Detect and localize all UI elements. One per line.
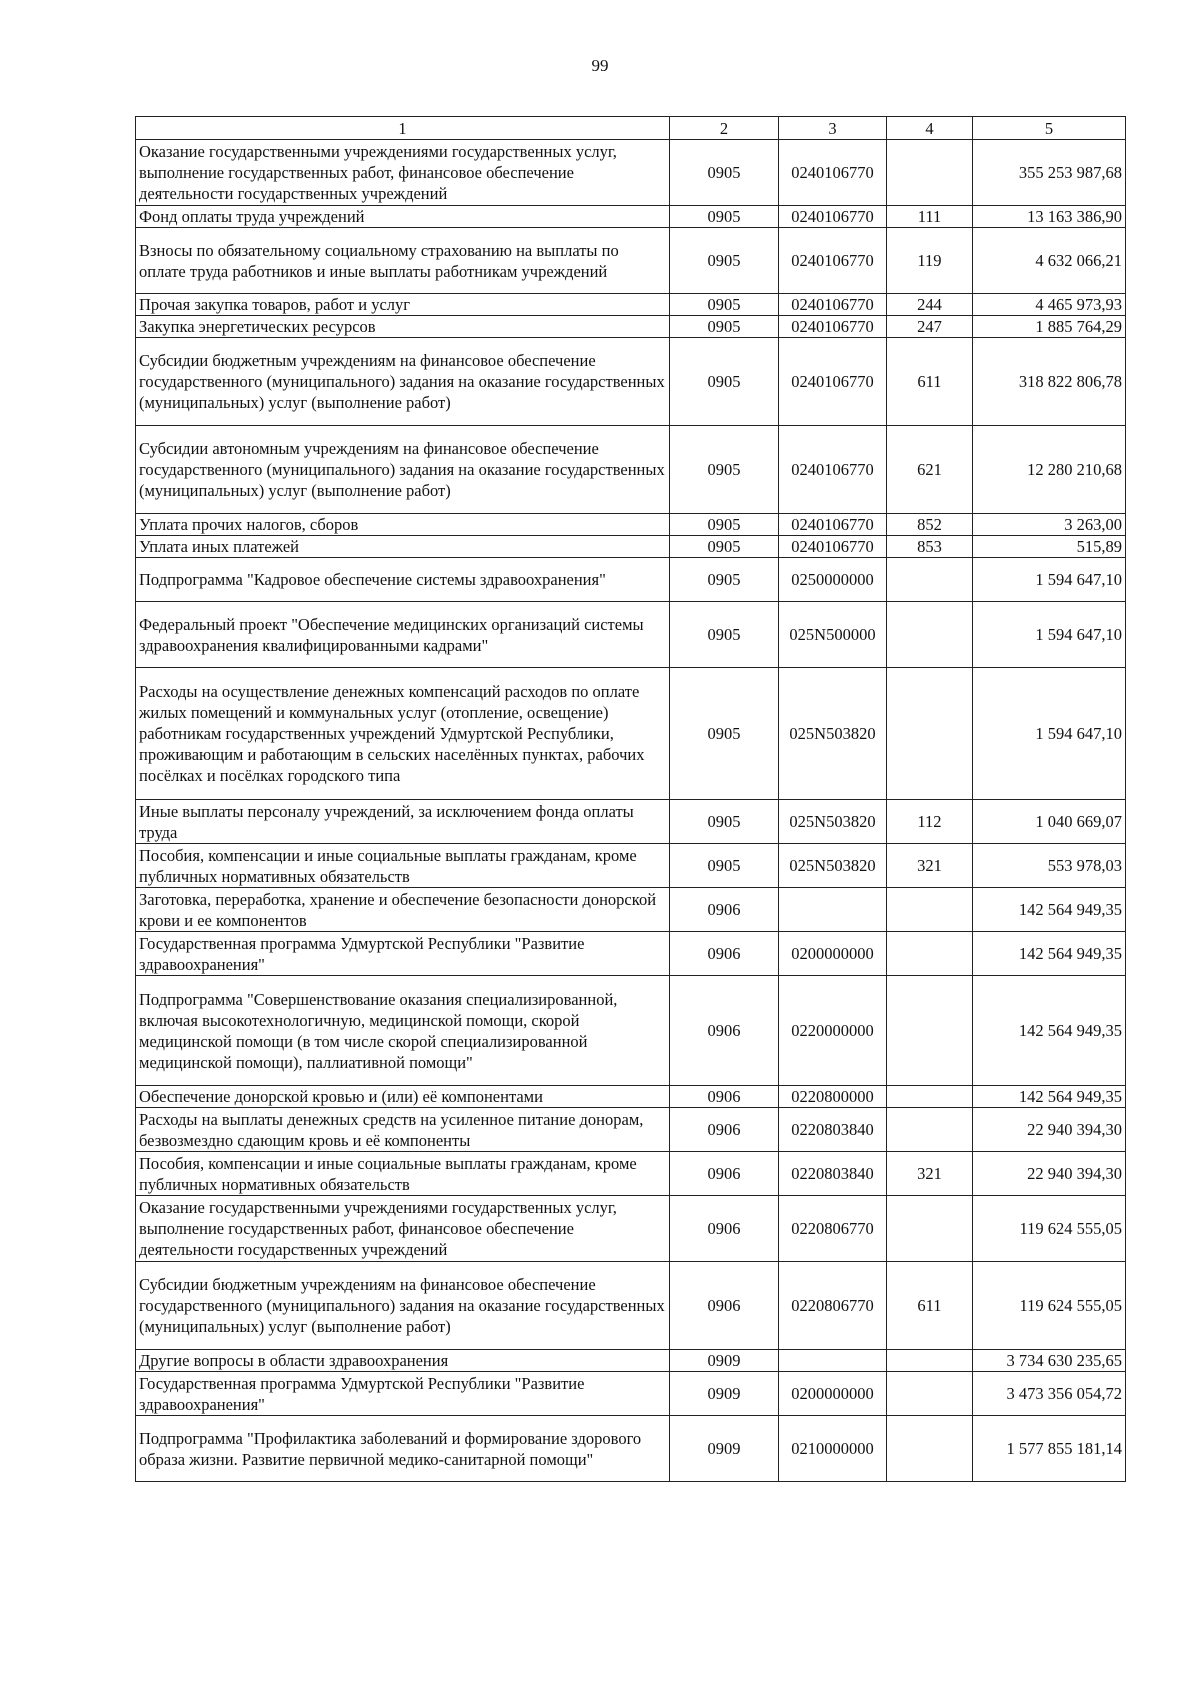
- row-name: Подпрограмма "Совершенствование оказания специализированной, включая высокотехнологичную, медицинской помощи, скорой медицинской помощи (в том числе скорой специализированной медицинской помощи), паллиативной помощи": [136, 976, 670, 1086]
- table-row: [136, 426, 1126, 514]
- table-row: [136, 602, 1126, 668]
- row-expense-code: [887, 1416, 973, 1482]
- table-row: [136, 1152, 1126, 1196]
- row-name: Федеральный проект "Обеспечение медицинских организаций системы здравоохранения квалифицированными кадрами": [136, 602, 670, 668]
- table-row: [136, 1372, 1126, 1416]
- table-row: [136, 1416, 1126, 1482]
- header-col-5: 5: [973, 117, 1126, 140]
- row-name: Фонд оплаты труда учреждений: [136, 206, 670, 228]
- row-target-code: 0200000000: [779, 1372, 887, 1416]
- row-target-code: 0240106770: [779, 316, 887, 338]
- row-expense-code: [887, 976, 973, 1086]
- row-amount: 119 624 555,05: [973, 1262, 1126, 1350]
- row-target-code: 0220800000: [779, 1086, 887, 1108]
- header-col-3: 3: [779, 117, 887, 140]
- row-amount: 1 594 647,10: [973, 668, 1126, 800]
- row-name: Субсидии бюджетным учреждениям на финансовое обеспечение государственного (муниципального) задания на оказание государственных (муниципальных) услуг (выполнение работ): [136, 1262, 670, 1350]
- row-section-code: 0905: [670, 426, 779, 514]
- row-expense-code: [887, 1196, 973, 1262]
- row-amount: 12 280 210,68: [973, 426, 1126, 514]
- row-section-code: 0905: [670, 228, 779, 294]
- table-row: [136, 514, 1126, 536]
- row-section-code: 0906: [670, 976, 779, 1086]
- row-name: Расходы на выплаты денежных средств на усиленное питание донорам, безвозмездно сдающим кровь и её компоненты: [136, 1108, 670, 1152]
- row-section-code: 0906: [670, 1262, 779, 1350]
- row-target-code: 0240106770: [779, 294, 887, 316]
- row-section-code: 0905: [670, 536, 779, 558]
- row-name: Уплата прочих налогов, сборов: [136, 514, 670, 536]
- table-row: [136, 140, 1126, 206]
- table-row: [136, 558, 1126, 602]
- table-row: [136, 228, 1126, 294]
- table-row: [136, 800, 1126, 844]
- row-amount: 355 253 987,68: [973, 140, 1126, 206]
- row-expense-code: [887, 1372, 973, 1416]
- row-section-code: 0906: [670, 932, 779, 976]
- row-expense-code: 244: [887, 294, 973, 316]
- table-row: [136, 932, 1126, 976]
- row-amount: 318 822 806,78: [973, 338, 1126, 426]
- row-expense-code: [887, 140, 973, 206]
- table-row: [136, 316, 1126, 338]
- row-target-code: 0240106770: [779, 206, 887, 228]
- table-row: [136, 668, 1126, 800]
- row-name: Пособия, компенсации и иные социальные выплаты гражданам, кроме публичных нормативных обязательств: [136, 844, 670, 888]
- row-expense-code: [887, 888, 973, 932]
- row-target-code: 0220806770: [779, 1262, 887, 1350]
- row-name: Прочая закупка товаров, работ и услуг: [136, 294, 670, 316]
- row-expense-code: [887, 558, 973, 602]
- row-name: Государственная программа Удмуртской Республики "Развитие здравоохранения": [136, 932, 670, 976]
- row-target-code: 025N503820: [779, 844, 887, 888]
- table-row: [136, 536, 1126, 558]
- row-section-code: 0905: [670, 558, 779, 602]
- row-target-code: 0250000000: [779, 558, 887, 602]
- row-amount: 22 940 394,30: [973, 1152, 1126, 1196]
- row-target-code: 0240106770: [779, 228, 887, 294]
- row-amount: 142 564 949,35: [973, 932, 1126, 976]
- row-section-code: 0906: [670, 1086, 779, 1108]
- table-row: [136, 294, 1126, 316]
- row-target-code: 0240106770: [779, 338, 887, 426]
- row-section-code: 0909: [670, 1372, 779, 1416]
- row-name: Другие вопросы в области здравоохранения: [136, 1350, 670, 1372]
- row-name: Субсидии автономным учреждениям на финансовое обеспечение государственного (муниципального) задания на оказание государственных (муниципальных) услуг (выполнение работ): [136, 426, 670, 514]
- row-amount: 1 040 669,07: [973, 800, 1126, 844]
- row-amount: 1 885 764,29: [973, 316, 1126, 338]
- row-name: Пособия, компенсации и иные социальные выплаты гражданам, кроме публичных нормативных обязательств: [136, 1152, 670, 1196]
- row-amount: 553 978,03: [973, 844, 1126, 888]
- row-target-code: 0240106770: [779, 140, 887, 206]
- row-section-code: 0905: [670, 602, 779, 668]
- header-col-4: 4: [887, 117, 973, 140]
- table-row: [136, 888, 1126, 932]
- row-section-code: 0905: [670, 844, 779, 888]
- row-amount: 142 564 949,35: [973, 976, 1126, 1086]
- row-amount: 13 163 386,90: [973, 206, 1126, 228]
- row-expense-code: 611: [887, 338, 973, 426]
- row-amount: 1 577 855 181,14: [973, 1416, 1126, 1482]
- row-target-code: 0220000000: [779, 976, 887, 1086]
- row-name: Уплата иных платежей: [136, 536, 670, 558]
- table-row: [136, 338, 1126, 426]
- row-target-code: 0210000000: [779, 1416, 887, 1482]
- row-expense-code: [887, 1108, 973, 1152]
- row-section-code: 0909: [670, 1416, 779, 1482]
- row-section-code: 0905: [670, 668, 779, 800]
- row-amount: 119 624 555,05: [973, 1196, 1126, 1262]
- row-target-code: 0200000000: [779, 932, 887, 976]
- row-name: Подпрограмма "Кадровое обеспечение системы здравоохранения": [136, 558, 670, 602]
- row-target-code: 025N503820: [779, 668, 887, 800]
- row-expense-code: 112: [887, 800, 973, 844]
- row-section-code: 0906: [670, 888, 779, 932]
- row-expense-code: [887, 602, 973, 668]
- row-amount: 3 263,00: [973, 514, 1126, 536]
- row-name: Взносы по обязательному социальному страхованию на выплаты по оплате труда работников и иные выплаты работникам учреждений: [136, 228, 670, 294]
- budget-table: [135, 116, 1126, 1482]
- row-amount: 22 940 394,30: [973, 1108, 1126, 1152]
- row-expense-code: 853: [887, 536, 973, 558]
- row-name: Оказание государственными учреждениями государственных услуг, выполнение государственных работ, финансовое обеспечение деятельности государственных учреждений: [136, 1196, 670, 1262]
- row-amount: 4 465 973,93: [973, 294, 1126, 316]
- header-col-2: 2: [670, 117, 779, 140]
- row-section-code: 0905: [670, 206, 779, 228]
- row-section-code: 0909: [670, 1350, 779, 1372]
- row-section-code: 0905: [670, 316, 779, 338]
- row-expense-code: 247: [887, 316, 973, 338]
- row-amount: 1 594 647,10: [973, 558, 1126, 602]
- table-row: [136, 1086, 1126, 1108]
- row-amount: 142 564 949,35: [973, 1086, 1126, 1108]
- table-row: [136, 1262, 1126, 1350]
- row-target-code: [779, 1350, 887, 1372]
- row-section-code: 0905: [670, 800, 779, 844]
- row-target-code: 0240106770: [779, 426, 887, 514]
- row-expense-code: 111: [887, 206, 973, 228]
- row-expense-code: 611: [887, 1262, 973, 1350]
- page-number: 99: [591, 56, 609, 75]
- table-row: [136, 1196, 1126, 1262]
- row-section-code: 0905: [670, 140, 779, 206]
- table-row: [136, 1350, 1126, 1372]
- row-name: Государственная программа Удмуртской Республики "Развитие здравоохранения": [136, 1372, 670, 1416]
- row-name: Закупка энергетических ресурсов: [136, 316, 670, 338]
- row-amount: 1 594 647,10: [973, 602, 1126, 668]
- row-expense-code: [887, 1350, 973, 1372]
- row-amount: 142 564 949,35: [973, 888, 1126, 932]
- row-name: Субсидии бюджетным учреждениям на финансовое обеспечение государственного (муниципального) задания на оказание государственных (муниципальных) услуг (выполнение работ): [136, 338, 670, 426]
- row-amount: 515,89: [973, 536, 1126, 558]
- row-target-code: 025N503820: [779, 800, 887, 844]
- table-row: [136, 976, 1126, 1086]
- row-expense-code: [887, 1086, 973, 1108]
- row-name: Обеспечение донорской кровью и (или) её компонентами: [136, 1086, 670, 1108]
- row-target-code: 0220803840: [779, 1108, 887, 1152]
- row-target-code: 0240106770: [779, 514, 887, 536]
- row-name: Расходы на осуществление денежных компенсаций расходов по оплате жилых помещений и коммунальных услуг (отопление, освещение) работникам государственных учреждений Удмуртской Республики, проживающим и работающим в сельских населённых пунктах, рабочих посёлках и посёлках городского типа: [136, 668, 670, 800]
- row-expense-code: 621: [887, 426, 973, 514]
- row-amount: 4 632 066,21: [973, 228, 1126, 294]
- table-row: [136, 844, 1126, 888]
- row-expense-code: 321: [887, 1152, 973, 1196]
- row-expense-code: 321: [887, 844, 973, 888]
- row-target-code: 0240106770: [779, 536, 887, 558]
- row-section-code: 0906: [670, 1108, 779, 1152]
- row-amount: 3 734 630 235,65: [973, 1350, 1126, 1372]
- row-target-code: [779, 888, 887, 932]
- row-name: Оказание государственными учреждениями государственных услуг, выполнение государственных работ, финансовое обеспечение деятельности государственных учреждений: [136, 140, 670, 206]
- header-col-1: 1: [136, 117, 670, 140]
- row-expense-code: 119: [887, 228, 973, 294]
- row-name: Иные выплаты персоналу учреждений, за исключением фонда оплаты труда: [136, 800, 670, 844]
- row-target-code: 025N500000: [779, 602, 887, 668]
- row-section-code: 0905: [670, 338, 779, 426]
- row-section-code: 0906: [670, 1152, 779, 1196]
- row-section-code: 0906: [670, 1196, 779, 1262]
- row-name: Заготовка, переработка, хранение и обеспечение безопасности донорской крови и ее компонентов: [136, 888, 670, 932]
- row-target-code: 0220803840: [779, 1152, 887, 1196]
- row-name: Подпрограмма "Профилактика заболеваний и формирование здорового образа жизни. Развитие первичной медико-санитарной помощи": [136, 1416, 670, 1482]
- row-section-code: 0905: [670, 294, 779, 316]
- row-amount: 3 473 356 054,72: [973, 1372, 1126, 1416]
- row-expense-code: [887, 932, 973, 976]
- row-expense-code: [887, 668, 973, 800]
- row-expense-code: 852: [887, 514, 973, 536]
- row-section-code: 0905: [670, 514, 779, 536]
- table-header-row: [136, 117, 1126, 140]
- row-target-code: 0220806770: [779, 1196, 887, 1262]
- table-row: [136, 1108, 1126, 1152]
- table-row: [136, 206, 1126, 228]
